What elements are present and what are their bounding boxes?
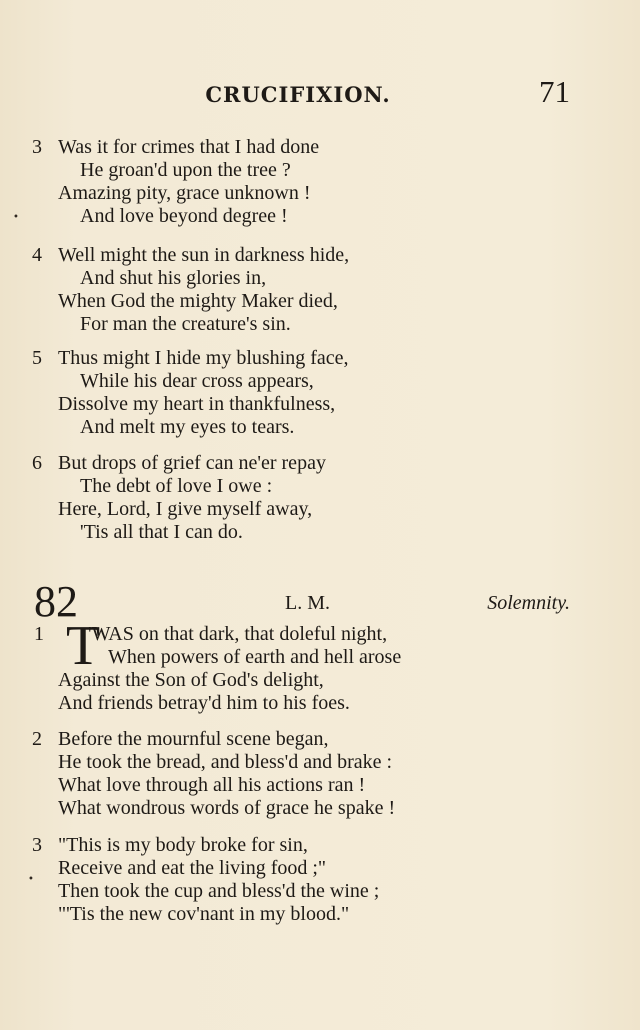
verse-line: He groan'd upon the tree ?: [80, 159, 291, 181]
verse-line: What wondrous words of grace he spake !: [58, 797, 396, 819]
verse-line: 'Tis all that I can do.: [80, 521, 243, 543]
verse-line: Here, Lord, I give myself away,: [58, 498, 313, 520]
hymn-82-stanza-1: [34, 623, 402, 715]
stanza-3: [32, 136, 320, 228]
page-title: CRUCIFIXION.: [205, 82, 391, 107]
verse-line: "This is my body broke for sin,: [58, 834, 308, 856]
verse-line: When powers of earth and hell arose: [108, 646, 402, 668]
stanza-number: 1: [34, 623, 44, 645]
verse-line: Dissolve my heart in thankfulness,: [58, 393, 336, 415]
stanza-number: 3: [32, 136, 42, 158]
verse-line: And friends betray'd him to his foes.: [58, 692, 350, 714]
stanza-6: [32, 452, 326, 544]
verse-line: The debt of love I owe :: [80, 475, 273, 497]
stanza-4: [32, 244, 350, 336]
verse-line: What love through all his actions ran !: [58, 774, 366, 796]
drop-cap: T: [66, 615, 101, 677]
verse-line: Thus might I hide my blushing face,: [58, 347, 349, 369]
stanza-number: 3: [32, 834, 42, 856]
verse-line: Was it for crimes that I had done: [58, 136, 320, 158]
verse-line: But drops of grief can ne'er repay: [58, 452, 326, 474]
hymn-82-stanza-2: [32, 728, 396, 820]
verse-line: Before the mournful scene began,: [58, 728, 329, 750]
verse-line: Amazing pity, grace unknown !: [58, 182, 311, 204]
stanza-number: 6: [32, 452, 42, 474]
hymn-meter: L. M.: [285, 592, 330, 614]
page-number: 71: [539, 74, 570, 109]
verse-line: And love beyond degree !: [80, 205, 288, 227]
verse-line: Then took the cup and bless'd the wine ;: [58, 880, 380, 902]
verse-line: He took the bread, and bless'd and brake :: [58, 751, 393, 773]
stanza-number: 4: [32, 244, 42, 266]
ink-speck: •: [13, 212, 19, 223]
hymn-82-stanza-3: [32, 834, 380, 926]
verse-line: Receive and eat the living food ;": [58, 857, 327, 879]
hymn-tune: Solemnity.: [487, 592, 570, 614]
verse-line: And melt my eyes to tears.: [80, 416, 295, 438]
ink-speck: •: [28, 874, 34, 885]
verse-line: And shut his glories in,: [80, 267, 267, 289]
verse-line: Well might the sun in darkness hide,: [58, 244, 350, 266]
hymn-number: 82: [34, 577, 78, 626]
verse-line: When God the mighty Maker died,: [58, 290, 338, 312]
verse-line: Against the Son of God's delight,: [58, 669, 324, 691]
stanza-5: [32, 347, 349, 439]
verse-line: While his dear cross appears,: [80, 370, 314, 392]
verse-line: 'WAS on that dark, that doleful night,: [88, 623, 388, 645]
stanza-number: 2: [32, 728, 42, 750]
verse-line: For man the creature's sin.: [80, 313, 291, 335]
stanza-number: 5: [32, 347, 42, 369]
verse-line: "'Tis the new cov'nant in my blood.": [58, 903, 350, 925]
